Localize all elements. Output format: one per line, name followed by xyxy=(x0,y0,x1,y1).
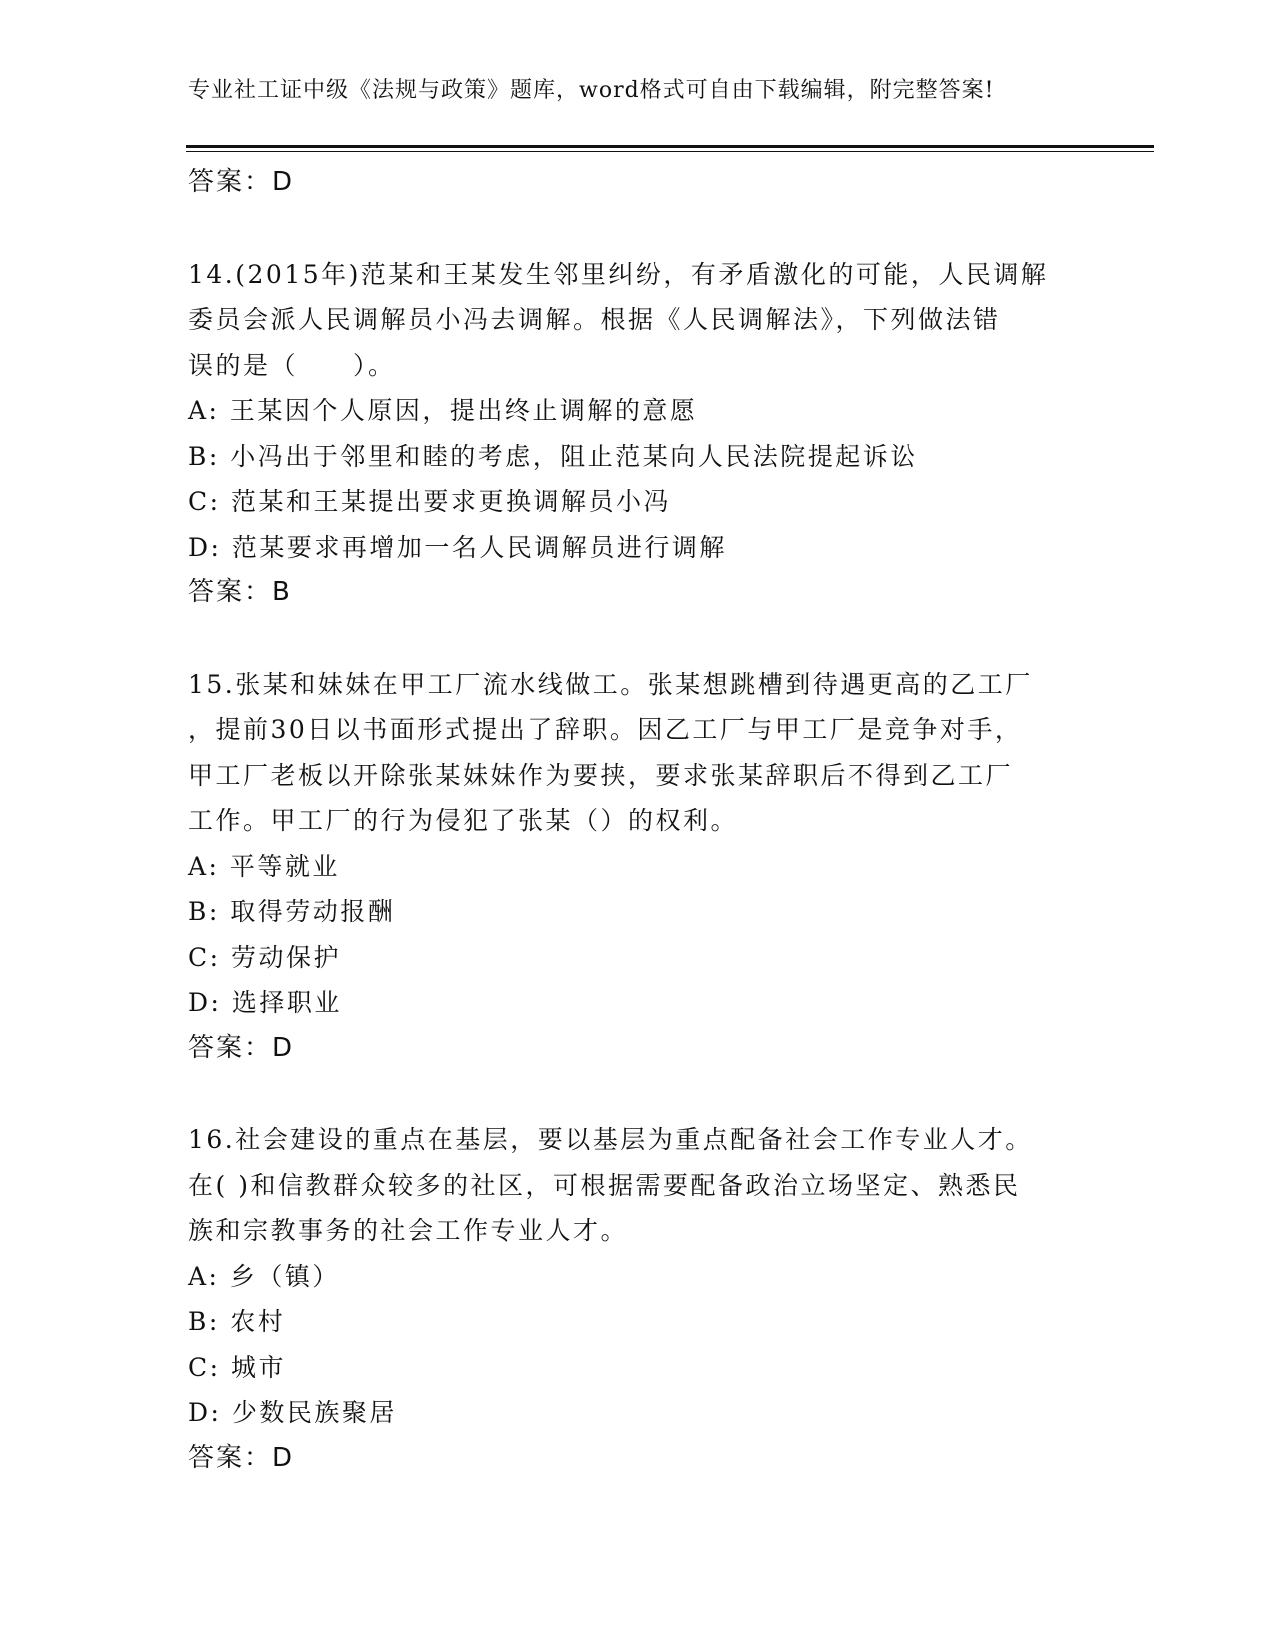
option-b: B: 小冯出于邻里和睦的考虑，阻止范某向人民法院提起诉讼 xyxy=(188,441,918,471)
question-15 xyxy=(188,662,1088,1072)
spacer xyxy=(188,616,1088,662)
question-stem-line: 15.张某和妹妹在甲工厂流水线做工。张某想跳槽到待遇更高的乙工厂 xyxy=(188,669,1033,699)
page-header: 专业社工证中级《法规与政策》题库，word格式可自由下载编辑，附完整答案! xyxy=(188,78,995,103)
question-stem-line: 族和宗教事务的社会工作专业人才。 xyxy=(188,1216,629,1245)
question-stem-line: ，提前30日以书面形式提出了辞职。因乙工厂与甲工厂是竞争对手， xyxy=(188,715,1023,744)
option-a: A: 平等就业 xyxy=(188,851,340,881)
question-16 xyxy=(188,1117,1088,1481)
answer: 答案：D xyxy=(188,1442,295,1473)
header-rule-thin xyxy=(186,151,1154,152)
option-a: A: 乡（镇） xyxy=(188,1261,340,1291)
answer: 答案：B xyxy=(188,577,292,607)
spacer xyxy=(188,206,1088,252)
question-stem-line: 14.(2015年)范某和王某发生邻里纠纷，有矛盾激化的可能，人民调解 xyxy=(188,259,1049,289)
spacer xyxy=(188,1071,1088,1117)
option-c: C: 城市 xyxy=(188,1352,286,1382)
option-b: B: 农村 xyxy=(188,1307,286,1336)
option-d: D: 少数民族聚居 xyxy=(188,1398,397,1427)
option-d: D: 范某要求再增加一名人民调解员进行调解 xyxy=(188,532,727,562)
question-stem-line: 16.社会建设的重点在基层，要以基层为重点配备社会工作专业人才。 xyxy=(188,1125,1033,1154)
option-a: A: 王某因个人原因，提出终止调解的意愿 xyxy=(188,396,698,425)
question-stem-line: 误的是（ ）。 xyxy=(188,350,396,380)
document-body xyxy=(188,160,1088,1481)
question-stem-line: 在( )和信教群众较多的社区，可根据需要配备政治立场坚定、熟悉民 xyxy=(188,1170,1021,1200)
question-stem-line: 委员会派人民调解员小冯去调解。根据《人民调解法》，下列做法错 xyxy=(188,305,1001,334)
option-b: B: 取得劳动报酬 xyxy=(188,897,396,926)
option-d: D: 选择职业 xyxy=(188,988,342,1017)
option-c: C: 范某和王某提出要求更换调解员小冯 xyxy=(188,487,671,516)
option-c: C: 劳动保护 xyxy=(188,942,341,972)
question-stem-line: 工作。甲工厂的行为侵犯了张某（）的权利。 xyxy=(188,806,739,835)
question-14 xyxy=(188,252,1088,616)
answer: 答案：D xyxy=(188,1032,295,1063)
question-stem-line: 甲工厂老板以开除张某妹妹作为要挟，要求张某辞职后不得到乙工厂 xyxy=(188,760,1014,790)
header-rule-thick xyxy=(186,145,1154,148)
previous-answer: 答案：D xyxy=(188,167,295,197)
